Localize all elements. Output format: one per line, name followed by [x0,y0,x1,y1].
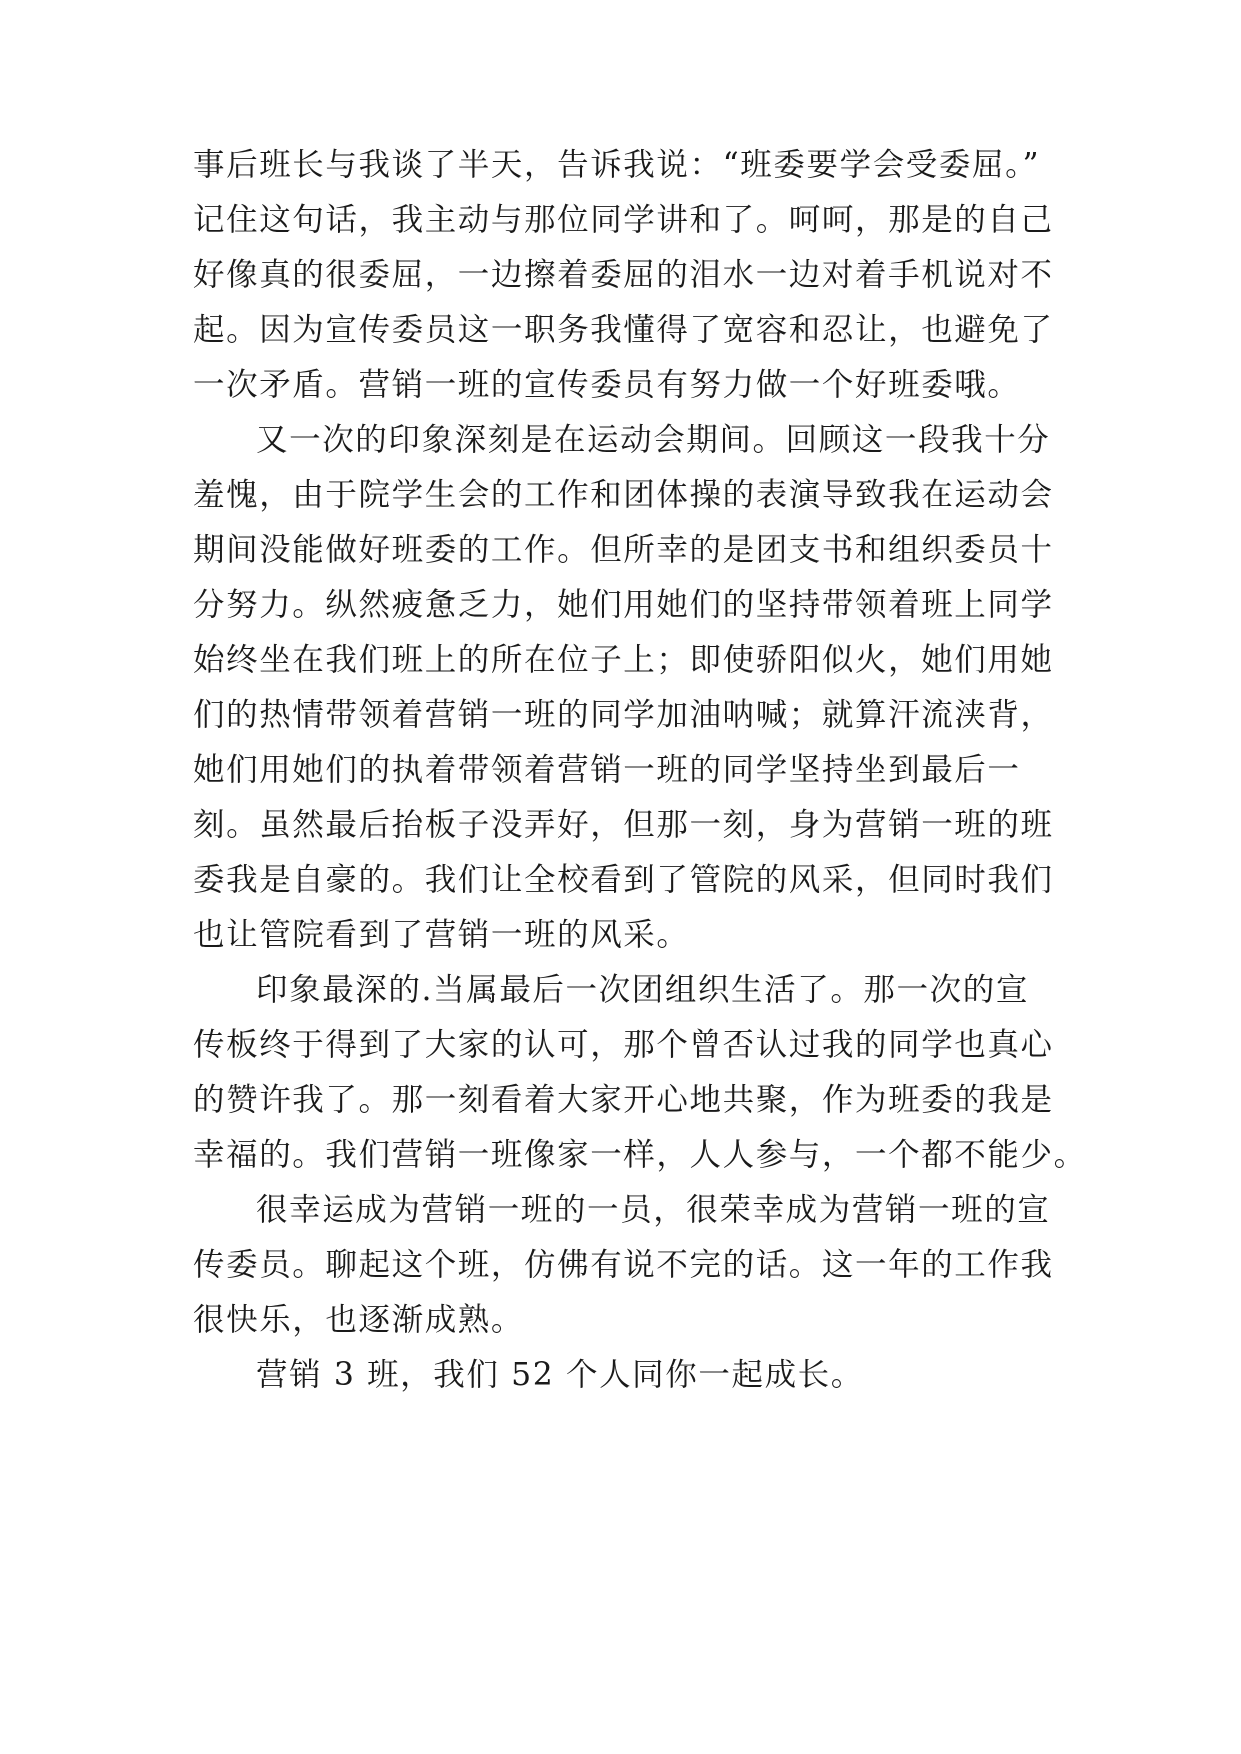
text-line: 分努力。纵然疲惫乏力，她们用她们的坚持带领着班上同学 [193,587,1054,623]
text-line: 一次矛盾。营销一班的宣传委员有努力做一个好班委哦。 [193,367,1021,403]
text-line: 也让管院看到了营销一班的风采。 [193,917,690,953]
text-line: 的赞许我了。那一刻看着大家开心地共聚，作为班委的我是 [193,1082,1054,1118]
text-line: 记住这句话，我主动与那位同学讲和了。呵呵，那是的自己 [193,202,1054,238]
text-line: 委我是自豪的。我们让全校看到了管院的风采，但同时我们 [193,862,1054,898]
text-line: 期间没能做好班委的工作。但所幸的是团支书和组织委员十 [193,532,1054,568]
text-line: 她们用她们的执着带领着营销一班的同学坚持坐到最后一 [193,752,1021,788]
paragraph-first-line: 很幸运成为营销一班的一员，很荣幸成为营销一班的宣 [256,1192,1051,1228]
text-line: 们的热情带领着营销一班的同学加油呐喊；就算汗流浃背， [193,697,1054,733]
paragraph-first-line: 印象最深的.当属最后一次团组织生活了。那一次的宣 [256,972,1029,1008]
text-line: 事后班长与我谈了半天，告诉我说：“班委要学会受委屈。” [193,147,1041,183]
text-line: 传委员。聊起这个班，仿佛有说不完的话。这一年的工作我 [193,1247,1054,1283]
text-line: 传板终于得到了大家的认可，那个曾否认过我的同学也真心 [193,1027,1054,1063]
text-line: 羞愧，由于院学生会的工作和团体操的表演导致我在运动会 [193,477,1054,513]
paragraph-first-line: 又一次的印象深刻是在运动会期间。回顾这一段我十分 [256,422,1051,458]
text-line: 起。因为宣传委员这一职务我懂得了宽容和忍让，也避免了 [193,312,1054,348]
text-line: 始终坐在我们班上的所在位子上；即使骄阳似火，她们用她 [193,642,1054,678]
text-line: 幸福的。我们营销一班像家一样，人人参与，一个都不能少。 [193,1137,1087,1173]
text-line: 刻。虽然最后抬板子没弄好，但那一刻，身为营销一班的班 [193,807,1054,843]
text-line: 好像真的很委屈，一边擦着委屈的泪水一边对着手机说对不 [193,257,1054,293]
paragraph-first-line: 营销 3 班，我们 52 个人同你一起成长。 [256,1357,864,1393]
text-line: 很快乐，也逐渐成熟。 [193,1302,525,1338]
